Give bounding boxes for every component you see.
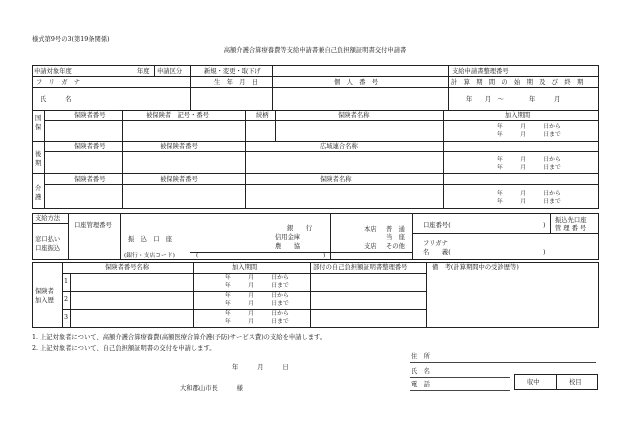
kokuho-relationship: 続柄 [256, 112, 269, 119]
account-transfer[interactable]: 口座振込 [35, 245, 61, 252]
personal-number-label: 個 人 番 号 [334, 79, 379, 86]
note-2: 2. 上記対象者について、自己負担額証明書の交付を申請します。 [32, 345, 216, 352]
history-row-3-from: 年 月 日から [225, 311, 289, 317]
account-management-number: 口座管理番号 [74, 222, 112, 229]
enrollment-history-label: 保険者 加入歴 [35, 288, 54, 304]
date-line: 年 月 日 [232, 364, 289, 371]
account-number-close: ) [543, 222, 546, 229]
furigana-label: フ リ ガ ナ [36, 79, 81, 86]
kokuho-insured-symbol: 被保険者 記号・番号 [146, 112, 209, 119]
phone-label: 電 話 [411, 381, 430, 388]
window-payment[interactable]: 窓口払い [35, 236, 61, 243]
payment-number-label: 支給申請書整理番号 [452, 68, 509, 75]
history-row-1-to: 年 月 日まで [225, 283, 289, 289]
bank-code-paren-right: ) [323, 253, 326, 259]
history-enrollment-period: 加入期間 [232, 264, 258, 271]
form-title: 高額介護合算療養費等支給申請書兼自己負担額証明書交付申請書 [223, 47, 407, 54]
kaigo-label: 介護 [35, 185, 42, 201]
kouki-insurer-number: 保険者番号 [74, 143, 106, 150]
history-frame [32, 262, 599, 328]
name-label: 氏 名 [40, 96, 72, 103]
history-row-2-to: 年 月 日まで [225, 301, 289, 307]
kokuho-from: 年 月 日から [497, 124, 561, 130]
history-row-1: 1 [64, 278, 69, 285]
name-label-footer: 氏 名 [411, 368, 430, 375]
management-number-label: 管 理 番 号 [555, 225, 587, 232]
account-type-other[interactable]: その他 [386, 243, 405, 250]
history-cert-number: 部付の自己負担額証明書整理番号 [313, 264, 408, 271]
address-label: 住 所 [411, 353, 430, 360]
history-row-3: 3 [64, 314, 69, 321]
kouki-to: 年 月 日まで [497, 165, 561, 171]
holder-furigana-label: フリガナ [423, 240, 448, 247]
holder-name-label: 名 義( [423, 249, 451, 256]
kouki-from: 年 月 日から [497, 157, 561, 163]
mayor-label: 大和郡山市長 様 [180, 385, 243, 392]
bank-code-paren-left: ( [196, 253, 199, 259]
kokuho-insurer-number: 保険者番号 [74, 112, 106, 119]
target-year-label: 申請対象年度 [34, 68, 72, 75]
kaigo-insurer-name: 保険者名称 [320, 176, 352, 183]
kaigo-from: 年 月 日から [497, 191, 561, 197]
note-1: 1. 上記対象者について、高額介護合算療養費(高額医療合算介護(予防)サービス費)の支給を申請します。 [32, 334, 327, 341]
account-number-label: 口座番号( [423, 222, 451, 229]
payment-method-label: 支給方法 [35, 215, 61, 222]
birthdate-label: 生 年 月 日 [214, 79, 259, 86]
bank-type-3[interactable]: 農 協 [275, 243, 301, 250]
calc-period-value: 年 月 ～ 年 月 [466, 96, 561, 103]
application-type-label: 申請区分 [157, 68, 183, 75]
history-row-3-to: 年 月 日まで [225, 319, 289, 325]
kaigo-to: 年 月 日まで [497, 199, 561, 205]
form-number: 様式第9号の3(第19条関係) [32, 36, 110, 43]
calc-period-label: 計 算 期 間 の 始 期 及 び 終 期 [451, 79, 584, 86]
history-row-1-from: 年 月 日から [225, 275, 289, 281]
kokuho-insurer-name: 保険者名称 [338, 112, 370, 119]
kouki-wide-area-union: 広域連合名称 [320, 143, 358, 150]
history-remarks: 備 考(計算期間中の受診歴等) [432, 264, 519, 271]
account-type-ordinary[interactable]: 普 通 [386, 226, 405, 233]
kokuho-to: 年 月 日まで [497, 132, 561, 138]
seal-label-1: 収中 [527, 379, 540, 386]
history-row-2-from: 年 月 日から [225, 293, 289, 299]
seal-label-2: 校目 [569, 379, 582, 386]
kouki-insured-number: 被保険者番号 [160, 143, 198, 150]
transfer-dest-label: 振込先口座 [555, 217, 587, 224]
kokuho-label: 国保 [35, 115, 42, 131]
account-type-current[interactable]: 当 座 [386, 234, 405, 241]
kaigo-insurer-number: 保険者番号 [74, 176, 106, 183]
history-insurer-number-name: 保険者番号名称 [105, 264, 150, 271]
kaigo-insured-number: 被保険者番号 [160, 176, 198, 183]
transfer-account-label: 振 込 口 座 [128, 236, 173, 243]
head-office[interactable]: 本店 [364, 226, 377, 233]
bank-branch-code: (銀行・支店コード) [124, 253, 175, 259]
history-row-2: 2 [64, 296, 69, 303]
kokuho-enrollment-period: 加入期間 [505, 112, 531, 119]
holder-name-close: ) [543, 249, 546, 256]
branch-office[interactable]: 支店 [364, 243, 377, 250]
application-type-options[interactable]: 新規・変更・取下げ [204, 68, 261, 75]
year-suffix: 年度 [137, 68, 150, 75]
bank-type-1[interactable]: 銀 行 [287, 225, 313, 232]
bank-type-2[interactable]: 信用金庫 [275, 234, 301, 241]
kouki-label: 後期 [35, 151, 42, 167]
